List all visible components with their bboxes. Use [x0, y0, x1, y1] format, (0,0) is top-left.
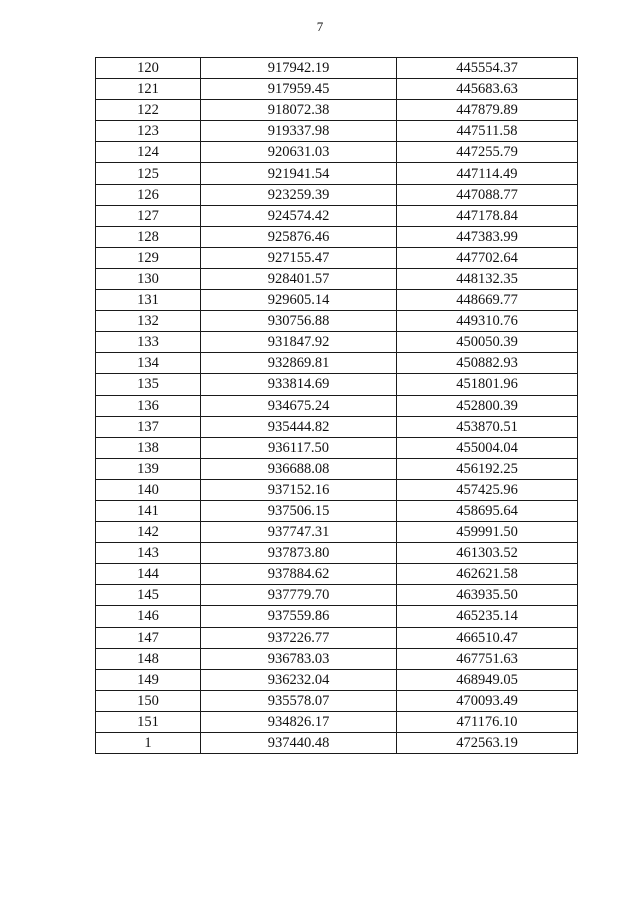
x-coordinate-cell: 936688.08 — [201, 458, 397, 479]
y-coordinate-cell: 447088.77 — [397, 184, 578, 205]
y-coordinate-cell: 447178.84 — [397, 205, 578, 226]
x-coordinate-cell: 924574.42 — [201, 205, 397, 226]
point-number-cell: 150 — [96, 690, 201, 711]
x-coordinate-cell: 929605.14 — [201, 290, 397, 311]
table-row — [96, 395, 578, 416]
table-row — [96, 142, 578, 163]
table-row — [96, 79, 578, 100]
y-coordinate-cell: 459991.50 — [397, 522, 578, 543]
x-coordinate-cell: 936232.04 — [201, 669, 397, 690]
x-coordinate-cell: 923259.39 — [201, 184, 397, 205]
table-row — [96, 58, 578, 79]
table-row — [96, 290, 578, 311]
point-number-cell: 129 — [96, 247, 201, 268]
y-coordinate-cell: 465235.14 — [397, 606, 578, 627]
point-number-cell: 148 — [96, 648, 201, 669]
x-coordinate-cell: 932869.81 — [201, 353, 397, 374]
coordinates-table — [95, 57, 578, 754]
x-coordinate-cell: 937747.31 — [201, 522, 397, 543]
point-number-cell: 134 — [96, 353, 201, 374]
point-number-cell: 151 — [96, 711, 201, 732]
y-coordinate-cell: 456192.25 — [397, 458, 578, 479]
table-row — [96, 311, 578, 332]
y-coordinate-cell: 463935.50 — [397, 585, 578, 606]
table-row — [96, 543, 578, 564]
x-coordinate-cell: 917959.45 — [201, 79, 397, 100]
y-coordinate-cell: 448132.35 — [397, 268, 578, 289]
point-number-cell: 130 — [96, 268, 201, 289]
y-coordinate-cell: 472563.19 — [397, 733, 578, 754]
point-number-cell: 122 — [96, 100, 201, 121]
x-coordinate-cell: 934675.24 — [201, 395, 397, 416]
x-coordinate-cell: 925876.46 — [201, 226, 397, 247]
y-coordinate-cell: 451801.96 — [397, 374, 578, 395]
x-coordinate-cell: 937779.70 — [201, 585, 397, 606]
point-number-cell: 135 — [96, 374, 201, 395]
x-coordinate-cell: 937873.80 — [201, 543, 397, 564]
x-coordinate-cell: 930756.88 — [201, 311, 397, 332]
x-coordinate-cell: 936117.50 — [201, 437, 397, 458]
y-coordinate-cell: 448669.77 — [397, 290, 578, 311]
point-number-cell: 138 — [96, 437, 201, 458]
y-coordinate-cell: 450050.39 — [397, 332, 578, 353]
x-coordinate-cell: 937226.77 — [201, 627, 397, 648]
y-coordinate-cell: 462621.58 — [397, 564, 578, 585]
table-row — [96, 437, 578, 458]
table-row — [96, 332, 578, 353]
x-coordinate-cell: 927155.47 — [201, 247, 397, 268]
table-row — [96, 121, 578, 142]
y-coordinate-cell: 455004.04 — [397, 437, 578, 458]
table-row — [96, 522, 578, 543]
y-coordinate-cell: 471176.10 — [397, 711, 578, 732]
y-coordinate-cell: 447114.49 — [397, 163, 578, 184]
table-row — [96, 500, 578, 521]
table-row — [96, 627, 578, 648]
y-coordinate-cell: 457425.96 — [397, 479, 578, 500]
point-number-cell: 141 — [96, 500, 201, 521]
table-row — [96, 374, 578, 395]
point-number-cell: 131 — [96, 290, 201, 311]
y-coordinate-cell: 447702.64 — [397, 247, 578, 268]
y-coordinate-cell: 447255.79 — [397, 142, 578, 163]
point-number-cell: 120 — [96, 58, 201, 79]
x-coordinate-cell: 935444.82 — [201, 416, 397, 437]
x-coordinate-cell: 920631.03 — [201, 142, 397, 163]
point-number-cell: 140 — [96, 479, 201, 500]
x-coordinate-cell: 917942.19 — [201, 58, 397, 79]
table-row — [96, 479, 578, 500]
point-number-cell: 143 — [96, 543, 201, 564]
table-row — [96, 416, 578, 437]
table-row — [96, 564, 578, 585]
point-number-cell: 126 — [96, 184, 201, 205]
table-row — [96, 163, 578, 184]
point-number-cell: 127 — [96, 205, 201, 226]
x-coordinate-cell: 937884.62 — [201, 564, 397, 585]
y-coordinate-cell: 447879.89 — [397, 100, 578, 121]
table-row — [96, 606, 578, 627]
table-row — [96, 648, 578, 669]
point-number-cell: 144 — [96, 564, 201, 585]
y-coordinate-cell: 445554.37 — [397, 58, 578, 79]
x-coordinate-cell: 933814.69 — [201, 374, 397, 395]
point-number-cell: 121 — [96, 79, 201, 100]
point-number-cell: 149 — [96, 669, 201, 690]
table-row — [96, 669, 578, 690]
x-coordinate-cell: 921941.54 — [201, 163, 397, 184]
y-coordinate-cell: 453870.51 — [397, 416, 578, 437]
y-coordinate-cell: 449310.76 — [397, 311, 578, 332]
y-coordinate-cell: 468949.05 — [397, 669, 578, 690]
x-coordinate-cell: 935578.07 — [201, 690, 397, 711]
table-row — [96, 353, 578, 374]
y-coordinate-cell: 461303.52 — [397, 543, 578, 564]
table-row — [96, 184, 578, 205]
x-coordinate-cell: 918072.38 — [201, 100, 397, 121]
table-row — [96, 585, 578, 606]
table-row — [96, 205, 578, 226]
x-coordinate-cell: 937152.16 — [201, 479, 397, 500]
x-coordinate-cell: 937440.48 — [201, 733, 397, 754]
y-coordinate-cell: 447511.58 — [397, 121, 578, 142]
point-number-cell: 146 — [96, 606, 201, 627]
table-row — [96, 458, 578, 479]
point-number-cell: 128 — [96, 226, 201, 247]
point-number-cell: 137 — [96, 416, 201, 437]
page-number: 7 — [316, 19, 324, 34]
table-row — [96, 247, 578, 268]
x-coordinate-cell: 937559.86 — [201, 606, 397, 627]
y-coordinate-cell: 450882.93 — [397, 353, 578, 374]
point-number-cell: 132 — [96, 311, 201, 332]
point-number-cell: 123 — [96, 121, 201, 142]
y-coordinate-cell: 458695.64 — [397, 500, 578, 521]
x-coordinate-cell: 934826.17 — [201, 711, 397, 732]
y-coordinate-cell: 470093.49 — [397, 690, 578, 711]
point-number-cell: 139 — [96, 458, 201, 479]
point-number-cell: 142 — [96, 522, 201, 543]
point-number-cell: 133 — [96, 332, 201, 353]
table-row — [96, 268, 578, 289]
y-coordinate-cell: 445683.63 — [397, 79, 578, 100]
table-row — [96, 690, 578, 711]
x-coordinate-cell: 931847.92 — [201, 332, 397, 353]
x-coordinate-cell: 936783.03 — [201, 648, 397, 669]
point-number-cell: 125 — [96, 163, 201, 184]
table-row — [96, 711, 578, 732]
x-coordinate-cell: 928401.57 — [201, 268, 397, 289]
point-number-cell: 1 — [96, 733, 201, 754]
table-row — [96, 100, 578, 121]
table-row — [96, 226, 578, 247]
point-number-cell: 124 — [96, 142, 201, 163]
coordinates-table-body — [96, 58, 578, 754]
point-number-cell: 147 — [96, 627, 201, 648]
y-coordinate-cell: 466510.47 — [397, 627, 578, 648]
x-coordinate-cell: 937506.15 — [201, 500, 397, 521]
y-coordinate-cell: 452800.39 — [397, 395, 578, 416]
table-row — [96, 733, 578, 754]
y-coordinate-cell: 467751.63 — [397, 648, 578, 669]
x-coordinate-cell: 919337.98 — [201, 121, 397, 142]
point-number-cell: 145 — [96, 585, 201, 606]
point-number-cell: 136 — [96, 395, 201, 416]
y-coordinate-cell: 447383.99 — [397, 226, 578, 247]
